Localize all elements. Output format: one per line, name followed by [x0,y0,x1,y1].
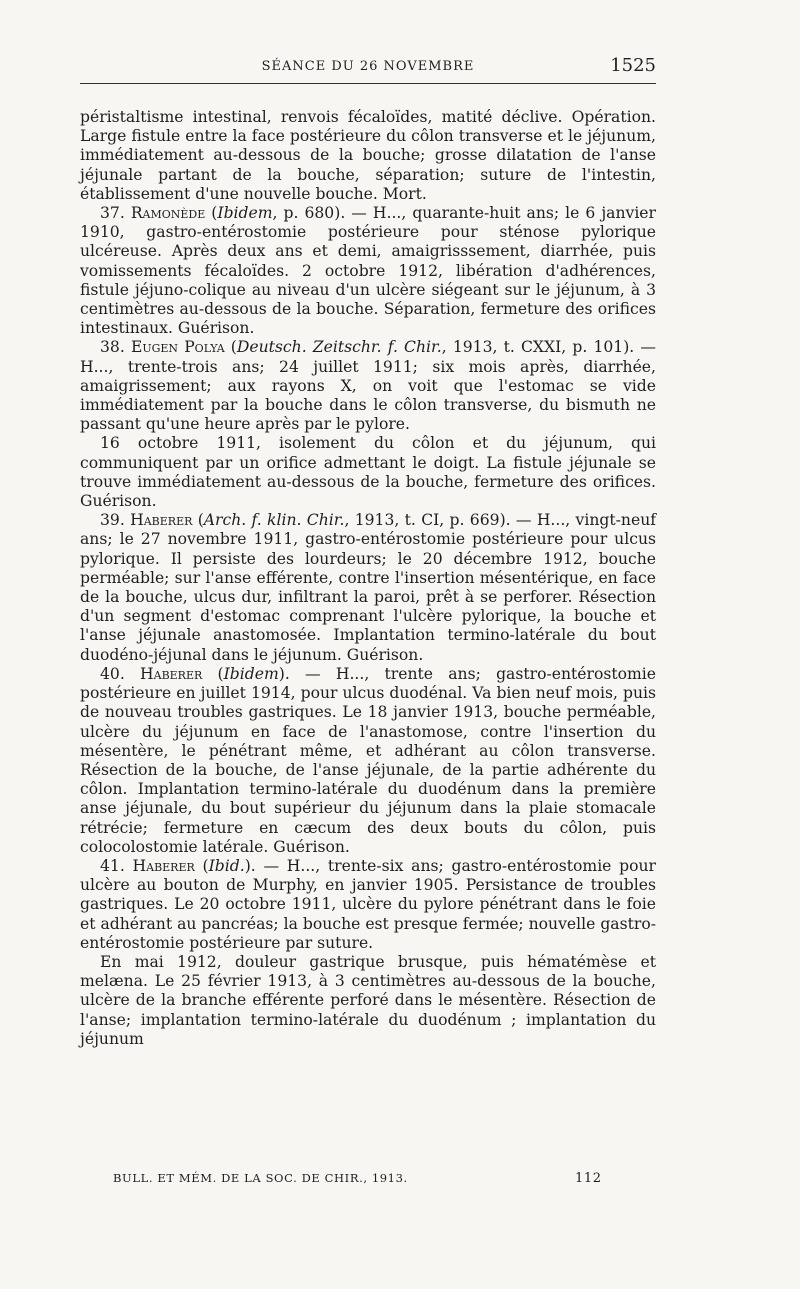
text-run: ( [205,204,218,223]
page-footer [80,1171,656,1191]
author-name: Haberer [132,856,195,875]
text-run: ( [224,338,237,357]
text-run: ). — H..., trente-six ans; gastro-entérostomie pour ulcère au bouton de Murphy, en janvier 1905. Persistance de troubles gastriques. Le 20 octobre 1911, ulcère du pylore pénétrant dans le foie et adhérant au pancréas; la bouche est presque fermée; nouvelle gastro-entérostomie postérieure par suture. [80,856,657,952]
text-run: , 1913, t. CXXI, p. 101). — H..., trente-trois ans; 24 juillet 1911; six mois après, diarrhée, amaigrissement; aux rayons X, on voit que l'estomac se vide immédiatement par la bouche dans le côlon transverse, du bismuth ne passant qu'une heure après par le pylore. [80,338,657,434]
paragraph [80,434,656,511]
text-run: ( [192,511,204,530]
author-name: Ramonède [130,204,206,223]
running-title: SÉANCE DU 26 NOVEMBRE [261,59,475,74]
text-run: 38. [100,338,131,357]
text-run: péristaltisme intestinal, renvois fécaloïdes, matité déclive. Opération. Large fistule entre la face postérieure du côlon transverse et le jéjunum, immédiatement au-dessous de la bouche; grosse dilatation de l'anse jéjunale partant de la bouche, séparation; suture de l'intestin, établissement d'une nouvelle bouche. Mort. [80,108,656,203]
author-name: Eugen Polya [130,338,225,357]
citation-title: Ibidem [223,664,279,683]
text-run: 41. [100,856,133,875]
text-run: 40. [100,664,141,683]
paragraph [80,665,656,857]
page-header [80,55,656,85]
paragraph [80,511,656,665]
header-rule [80,83,656,84]
citation-title: Arch. f. klin. Chir. [203,511,345,530]
page-number: 1525 [610,55,656,76]
author-name: Haberer [130,511,193,530]
citation-title: Deutsch. Zeitschr. f. Chir. [236,338,442,357]
text-run: ). — H..., trente ans; gastro-entérostomie postérieure en juillet 1914, pour ulcus duodénal. Va bien neuf mois, puis de nouveau troubles gastriques. Le 18 janvier 1913, bouche perméable, ulcère du jéjunum en face de l'anastomose, contre l'insertion du mésentère, le pénétrant même, et adhérant au côlon transverse. Résection de la bouche, de l'anse jéjunale, de la partie adhérente du côlon. Implantation termino-latérale du duodénum dans la première anse jéjunale, du bout supérieur du jéjunum dans la plaie stomacale rétrécie; fermeture en cæcum des deux bouts du côlon, puis colocolostomie latérale. Guérison. [80,664,656,856]
citation-title: Ibidem [217,204,273,223]
text-run: 16 octobre 1911, isolement du côlon et du jéjunum, qui communiquent par un orifice admettant le doigt. La fistule jéjunale se trouve immédiatement au-dessous de la bouche, fermeture des orifices. Guérison. [80,434,656,511]
text-run: 39. [100,511,131,530]
paragraph [80,338,656,434]
text-run: , p. 680). — H..., quarante-huit ans; le 6 janvier 1910, gastro-entérostomie postérieure pour sténose pylorique ulcéreuse. Après deux ans et demi, amaigrisssement, diarrhée, puis vomissements fécaloïdes. 2 octobre 1912, libération d'adhérences, fistule jéjuno-colique au niveau d'un ulcère siégeant sur le jéjunum, à 3 centimètres au-dessous de la bouche. Séparation, fermeture des orifices intestinaux. Guérison. [80,204,656,338]
paragraph [80,857,656,953]
footer-sheet-number: 112 [575,1171,602,1186]
text-run: , 1913, t. CI, p. 669). — H..., vingt-neuf ans; le 27 novembre 1911, gastro-entérostomie postérieure pour ulcus pylorique. Il persiste des lourdeurs; le 20 décembre 1912, bouche perméable; sur l'anse efférente, contre l'insertion mésentérique, en face de la bouche, ulcus dur, infiltrant la paroi, prêt à se perforer. Résection d'un segment d'estomac comprenant l'ulcère pylorique, la bouche et l'anse jéjunale anastomosée. Implantation termino-latérale du bout duodéno-jéjunal dans le jéjunum. Guérison. [80,511,657,664]
footer-citation: BULL. ET MÉM. DE LA SOC. DE CHIR., 1913. [113,1171,408,1185]
body-text [80,108,656,1049]
text-run: 37. [100,204,131,223]
paragraph [80,108,656,204]
author-name: Haberer [140,664,203,683]
paragraph [80,204,656,338]
text-run: ( [202,664,224,683]
text-run: En mai 1912, douleur gastrique brusque, puis hématémèse et melæna. Le 25 février 1913, à 3 centimètres au-dessous de la bouche, ulcère de la branche efférente perforé dans le mésentère. Résection de l'anse; implantation termino-latérale du duodénum ; implantation du jéjunum [80,952,656,1048]
text-run: ( [194,856,209,875]
citation-title: Ibid. [208,856,245,875]
paragraph [80,953,656,1049]
